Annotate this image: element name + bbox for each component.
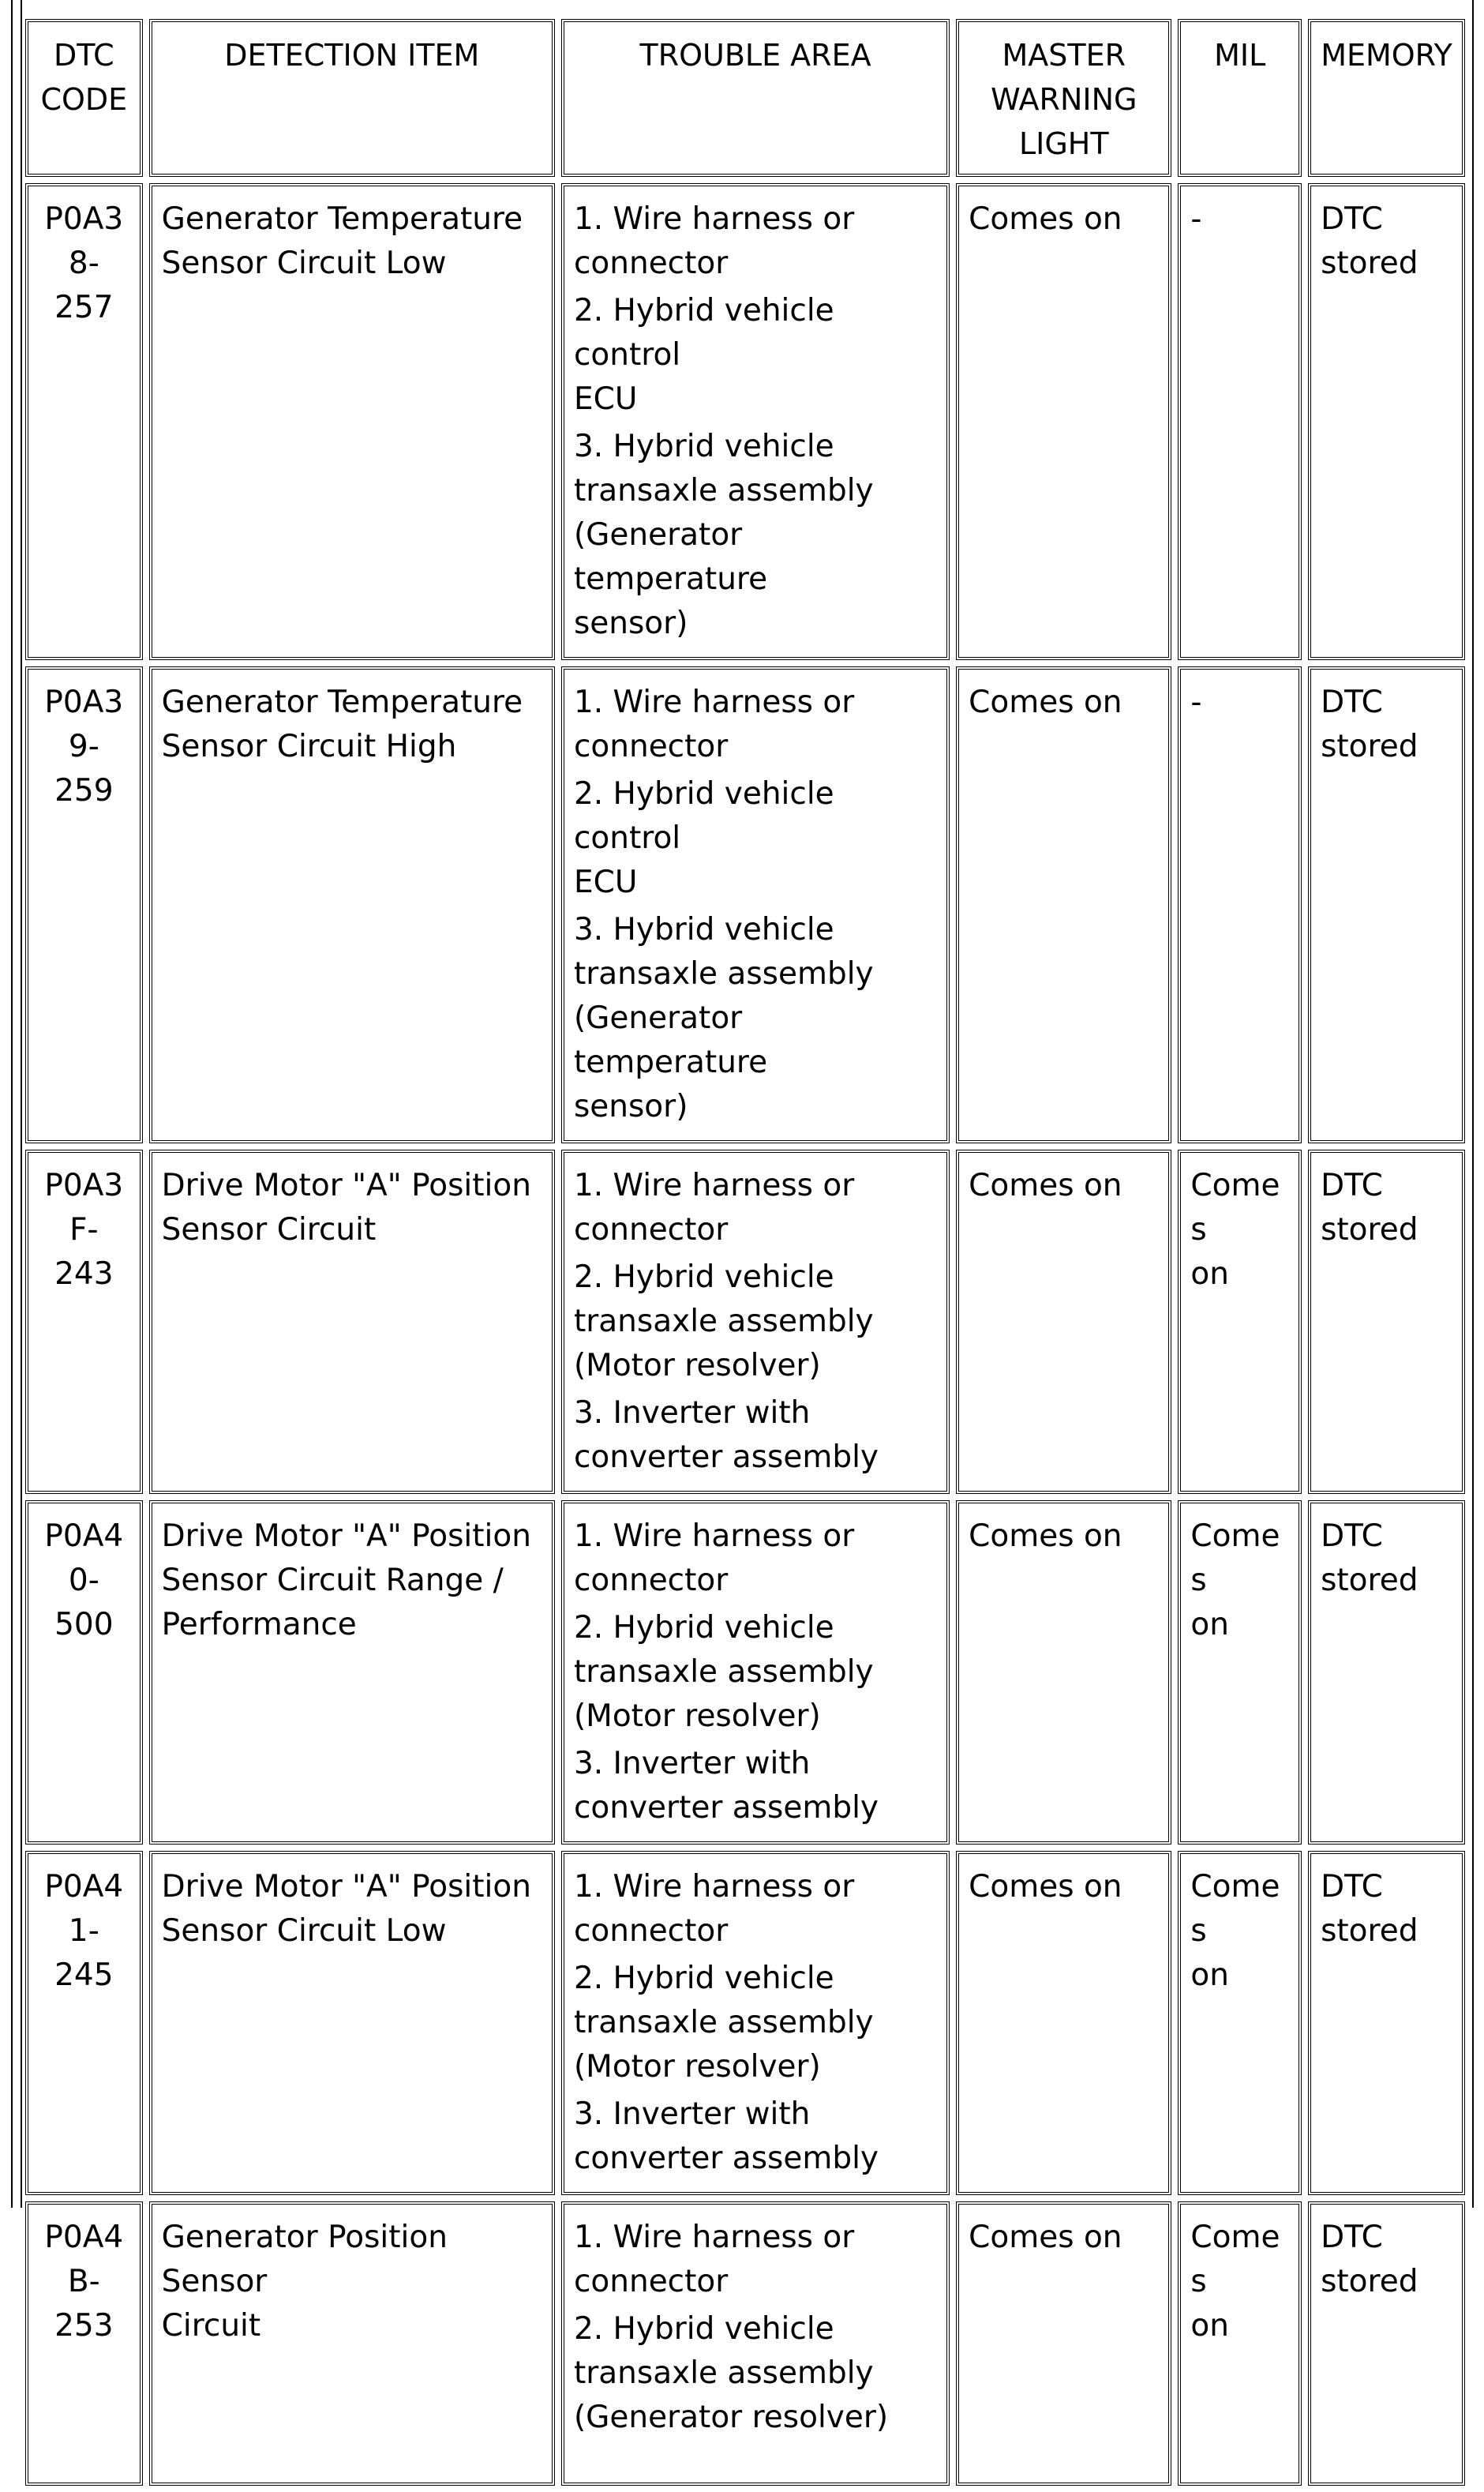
table-row xyxy=(25,183,1465,660)
trouble-area-cell xyxy=(561,183,950,660)
memory-cell xyxy=(1308,183,1465,660)
cell-text-line: 243 xyxy=(54,1256,114,1292)
mil-cell xyxy=(1178,1150,1302,1494)
cell-text-line: transaxle assembly xyxy=(573,1654,874,1690)
cell-text-line: stored xyxy=(1321,729,1418,764)
cell-text-line: Comes xyxy=(1190,1168,1280,1248)
cell-text-line: connector xyxy=(573,2264,729,2299)
cell-text-line: 1. Wire harness or xyxy=(573,685,855,720)
memory-cell xyxy=(1308,666,1465,1143)
cell-text-line: 2. Hybrid vehicle xyxy=(573,2311,834,2347)
cell-text-line: Sensor Circuit High xyxy=(161,729,457,764)
table-header-row xyxy=(25,19,1465,177)
trouble-area-item xyxy=(574,289,937,422)
cell-text-line: (Generator resolver) xyxy=(573,2400,889,2435)
cell-text-line: Comes on xyxy=(969,201,1122,237)
trouble-area-item xyxy=(574,1391,937,1480)
memory-cell xyxy=(1308,1150,1465,1494)
memory-cell xyxy=(1308,1500,1465,1845)
cell-text-line: transaxle assembly xyxy=(573,956,874,992)
cell-text-line: 257 xyxy=(54,290,114,325)
table-row xyxy=(25,666,1465,1143)
cell-text-line: stored xyxy=(1321,1913,1418,1949)
cell-text-line: 2. Hybrid vehicle control xyxy=(573,776,834,856)
table-body xyxy=(25,183,1465,2486)
cell-text-line: DTC xyxy=(1321,1869,1383,1905)
cell-text-line: stored xyxy=(1321,246,1418,281)
cell-text-line: DTC xyxy=(1321,1518,1383,1554)
master-warning-light-cell xyxy=(956,1500,1171,1845)
master-warning-light-cell xyxy=(956,2201,1171,2486)
cell-text-line: converter assembly xyxy=(573,1790,879,1826)
header-trouble-area: TROUBLE AREA xyxy=(561,19,950,177)
cell-text-line: (Generator temperature xyxy=(573,517,768,597)
cell-text-line: 245 xyxy=(54,1957,114,1993)
dtc-code-cell xyxy=(25,183,143,660)
detection-item-cell xyxy=(149,1150,555,1494)
cell-text-line: converter assembly xyxy=(573,1439,879,1475)
master-warning-light-cell xyxy=(956,183,1171,660)
detection-item-cell xyxy=(149,2201,555,2486)
trouble-area-cell xyxy=(561,1150,950,1494)
cell-text-line: connector xyxy=(573,1212,729,1248)
cell-text-line: connector xyxy=(573,729,729,764)
cell-text-line: Sensor Circuit xyxy=(161,1212,377,1248)
cell-text-line: 1. Wire harness or xyxy=(573,2220,855,2255)
trouble-area-cell xyxy=(561,1851,950,2195)
cell-text-line: ECU xyxy=(573,381,638,417)
cell-text-line: 259 xyxy=(54,773,114,809)
cell-text-line: 1. Wire harness or xyxy=(573,201,855,237)
cell-text-line: 500 xyxy=(54,1607,114,1642)
cell-text-line: Comes xyxy=(1190,1869,1280,1949)
table-row xyxy=(25,1851,1465,2195)
trouble-area-item xyxy=(574,1606,937,1739)
cell-text-line: Comes on xyxy=(969,1168,1122,1203)
cell-text-line: Drive Motor "A" Position xyxy=(161,1168,531,1203)
cell-text-line: - xyxy=(1190,685,1202,720)
trouble-area-item xyxy=(574,197,937,286)
cell-text-line: Generator Temperature xyxy=(161,201,523,237)
cell-text-line: 1. Wire harness or xyxy=(573,1518,855,1554)
cell-text-line: transaxle assembly xyxy=(573,1304,874,1339)
cell-text-line: Drive Motor "A" Position xyxy=(161,1518,531,1554)
cell-text-line: Sensor Circuit Range / xyxy=(161,1563,504,1598)
trouble-area-item xyxy=(574,772,937,905)
detection-item-cell xyxy=(149,1851,555,2195)
cell-text-line: Performance xyxy=(161,1607,357,1642)
trouble-area-item xyxy=(574,2092,937,2181)
mil-cell xyxy=(1178,666,1302,1143)
mil-cell xyxy=(1178,183,1302,660)
detection-item-cell xyxy=(149,1500,555,1845)
cell-text-line: P0A3F- xyxy=(44,1168,124,1248)
page-right-rule xyxy=(1472,0,1484,2208)
cell-text-line: Comes on xyxy=(969,1869,1122,1905)
cell-text-line: 2. Hybrid vehicle xyxy=(573,1610,834,1646)
cell-text-line: 1. Wire harness or xyxy=(573,1168,855,1203)
cell-text-line: 1. Wire harness or xyxy=(573,1869,855,1905)
cell-text-line: P0A40- xyxy=(44,1518,124,1598)
cell-text-line: on xyxy=(1190,1957,1229,1993)
header-dtc-code: DTC CODE xyxy=(25,19,143,177)
cell-text-line: 2. Hybrid vehicle xyxy=(573,1259,834,1295)
trouble-area-cell xyxy=(561,666,950,1143)
cell-text-line: P0A39- xyxy=(44,685,124,764)
cell-text-line: transaxle assembly xyxy=(573,2355,874,2391)
detection-item-cell xyxy=(149,183,555,660)
trouble-area-item xyxy=(574,1514,937,1603)
trouble-area-cell xyxy=(561,1500,950,1845)
cell-text-line: stored xyxy=(1321,1212,1418,1248)
cell-text-line: transaxle assembly xyxy=(573,2005,874,2040)
cell-text-line: connector xyxy=(573,1563,729,1598)
cell-text-line: Comes on xyxy=(969,1518,1122,1554)
cell-text-line: P0A4B- xyxy=(44,2220,124,2299)
cell-text-line: (Motor resolver) xyxy=(573,2049,821,2085)
trouble-area-item xyxy=(574,2307,937,2440)
trouble-area-item xyxy=(574,908,937,1129)
trouble-area-item xyxy=(574,1255,937,1388)
dtc-code-cell xyxy=(25,1150,143,1494)
header-detection-item: DETECTION ITEM xyxy=(149,19,555,177)
cell-text-line: Generator Temperature xyxy=(161,685,523,720)
cell-text-line: Sensor Circuit Low xyxy=(161,1913,447,1949)
cell-text-line: Circuit xyxy=(161,2308,261,2344)
dtc-code-cell xyxy=(25,1500,143,1845)
dtc-code-cell xyxy=(25,1851,143,2195)
cell-text-line: connector xyxy=(573,246,729,281)
cell-text-line: 2. Hybrid vehicle xyxy=(573,1961,834,1996)
mil-cell xyxy=(1178,1500,1302,1845)
detection-item-cell xyxy=(149,666,555,1143)
header-master-warning-light: MASTER WARNING LIGHT xyxy=(956,19,1171,177)
dtc-code-cell xyxy=(25,666,143,1143)
cell-text-line: 3. Hybrid vehicle xyxy=(573,429,834,464)
table-row xyxy=(25,1500,1465,1845)
master-warning-light-cell xyxy=(956,1150,1171,1494)
header-mil: MIL xyxy=(1178,19,1302,177)
trouble-area-item xyxy=(574,1164,937,1252)
cell-text-line: 3. Inverter with xyxy=(573,1746,811,1781)
dtc-code-cell xyxy=(25,2201,143,2486)
cell-text-line: 253 xyxy=(54,2308,114,2344)
memory-cell xyxy=(1308,2201,1465,2486)
trouble-area-item xyxy=(574,681,937,769)
cell-text-line: stored xyxy=(1321,1563,1418,1598)
cell-text-line: 2. Hybrid vehicle control xyxy=(573,293,834,373)
cell-text-line: Drive Motor "A" Position xyxy=(161,1869,531,1905)
cell-text-line: DTC xyxy=(1321,201,1383,237)
cell-text-line: (Motor resolver) xyxy=(573,1698,821,1734)
trouble-area-item xyxy=(574,1865,937,1953)
cell-text-line: P0A38- xyxy=(44,201,124,281)
trouble-area-item xyxy=(574,1742,937,1830)
cell-text-line: on xyxy=(1190,1607,1229,1642)
cell-text-line: converter assembly xyxy=(573,2141,879,2176)
cell-text-line: (Generator temperature xyxy=(573,1000,768,1080)
cell-text-line: Comes xyxy=(1190,2220,1280,2299)
cell-text-line: 3. Hybrid vehicle xyxy=(573,912,834,948)
cell-text-line: sensor) xyxy=(573,606,688,641)
mil-cell xyxy=(1178,2201,1302,2486)
cell-text-line: Comes on xyxy=(969,2220,1122,2255)
master-warning-light-cell xyxy=(956,666,1171,1143)
cell-text-line: transaxle assembly xyxy=(573,473,874,509)
cell-text-line: - xyxy=(1190,201,1202,237)
cell-text-line: on xyxy=(1190,1256,1229,1292)
master-warning-light-cell xyxy=(956,1851,1171,2195)
cell-text-line: 3. Inverter with xyxy=(573,2096,811,2132)
header-memory: MEMORY xyxy=(1308,19,1465,177)
cell-text-line: sensor) xyxy=(573,1089,688,1124)
table-row xyxy=(25,1150,1465,1494)
cell-text-line: connector xyxy=(573,1913,729,1949)
cell-text-line: DTC xyxy=(1321,2220,1383,2255)
cell-text-line: Comes xyxy=(1190,1518,1280,1598)
cell-text-line: Comes on xyxy=(969,685,1122,720)
cell-text-line: 3. Inverter with xyxy=(573,1395,811,1431)
trouble-area-item xyxy=(574,2216,937,2304)
trouble-area-item xyxy=(574,425,937,646)
memory-cell xyxy=(1308,1851,1465,2195)
trouble-area-cell xyxy=(561,2201,950,2486)
cell-text-line: P0A41- xyxy=(44,1869,124,1949)
dtc-table xyxy=(19,13,1471,2492)
cell-text-line: ECU xyxy=(573,865,638,900)
cell-text-line: Sensor Circuit Low xyxy=(161,246,447,281)
trouble-area-item xyxy=(574,1957,937,2089)
mil-cell xyxy=(1178,1851,1302,2195)
cell-text-line: DTC xyxy=(1321,685,1383,720)
cell-text-line: on xyxy=(1190,2308,1229,2344)
table-row xyxy=(25,2201,1465,2486)
cell-text-line: (Motor resolver) xyxy=(573,1348,821,1383)
cell-text-line: DTC xyxy=(1321,1168,1383,1203)
cell-text-line: stored xyxy=(1321,2264,1418,2299)
cell-text-line: Generator Position Sensor xyxy=(161,2220,448,2299)
